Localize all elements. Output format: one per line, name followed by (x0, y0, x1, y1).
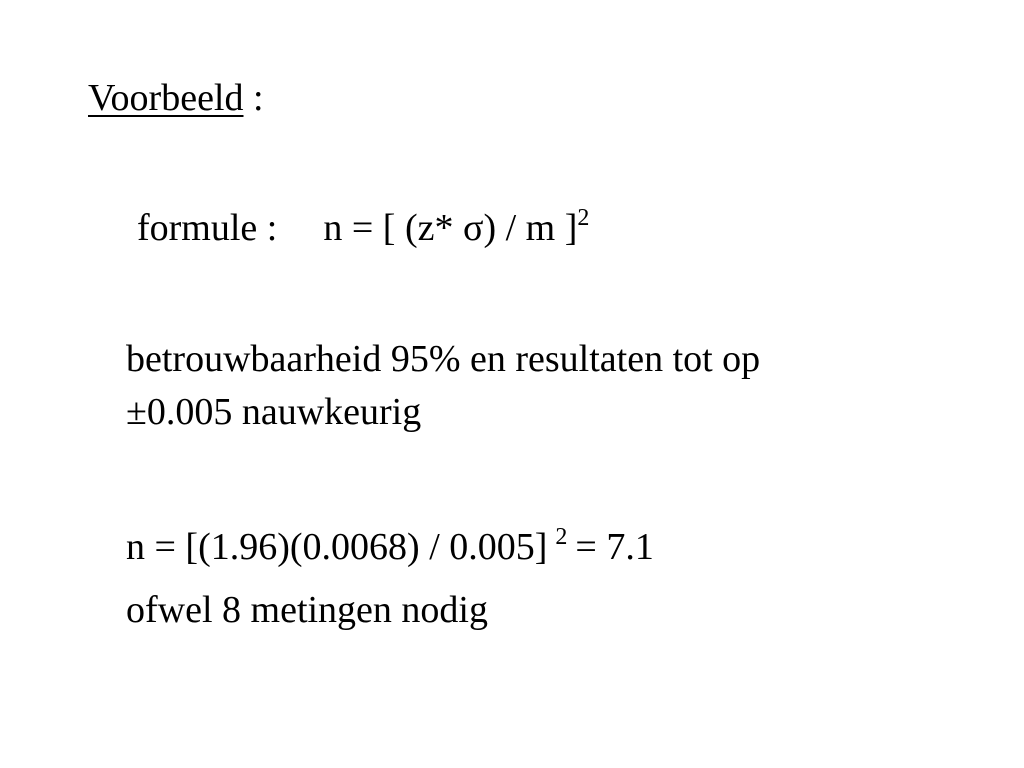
calculation-line (126, 524, 654, 568)
calculation-result: = 7.1 (575, 526, 654, 568)
formula-label: formule : (137, 207, 278, 249)
formula-line (137, 205, 590, 249)
title-text: Voorbeeld (88, 77, 244, 119)
conclusion-line: ofwel 8 metingen nodig (126, 589, 488, 631)
title-colon: : (243, 77, 264, 119)
confidence-line-1: betrouwbaarheid 95% en resultaten tot op (126, 338, 761, 380)
confidence-line-2: ±0.005 nauwkeurig (126, 391, 422, 433)
formula-expression: n = [ (z* σ) / m ] (323, 207, 578, 249)
slide-title (88, 79, 264, 117)
formula-exponent: 2 (577, 205, 590, 231)
calculation-exponent: 2 (555, 524, 568, 550)
calculation-expression: n = [(1.96)(0.0068) / 0.005] (126, 526, 548, 568)
